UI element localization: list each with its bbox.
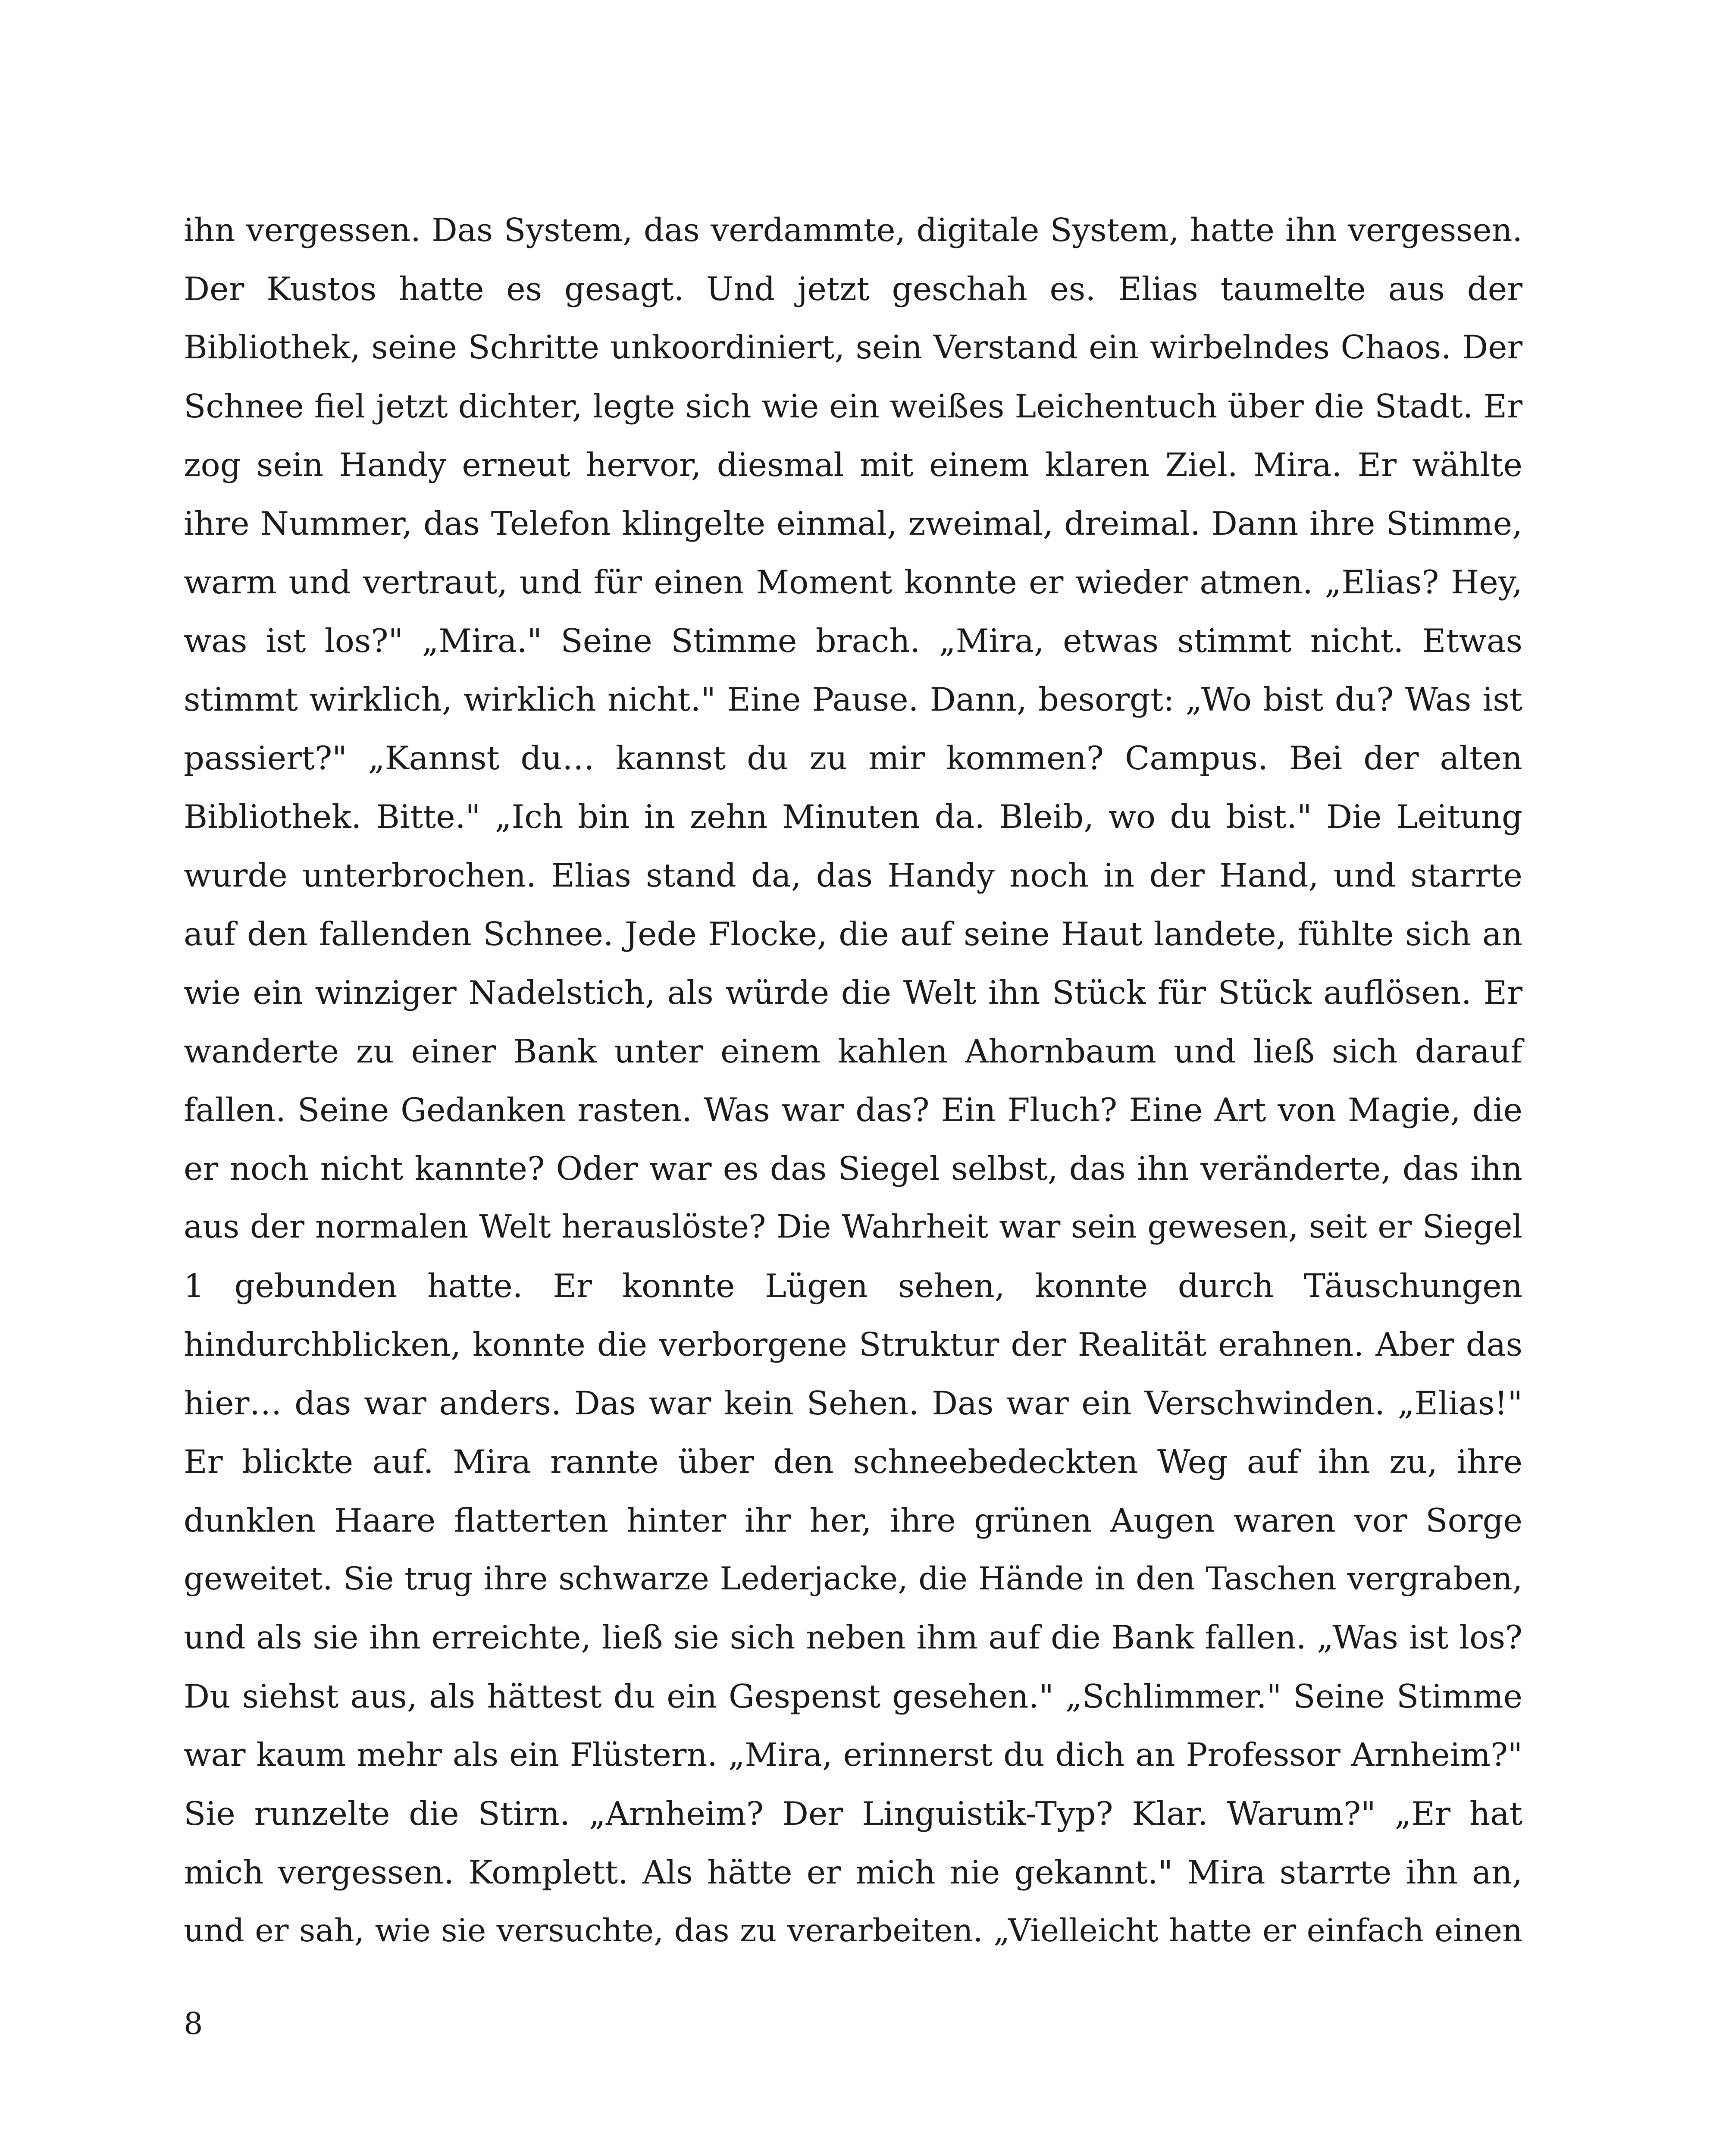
text-line-13: auf den fallenden Schnee. Jede Flocke, die auf seine Haut landete, fühlte sich an	[184, 915, 1522, 953]
text-line-6: ihre Nummer, das Telefon klingelte einmal, zweimal, dreimal. Dann ihre Stimme,	[184, 505, 1522, 542]
text-line-20: hindurchblicken, konnte die verborgene Struktur der Realität erahnen. Aber das	[184, 1326, 1522, 1363]
text-line-15: wanderte zu einer Bank unter einem kahlen Ahornbaum und ließ sich darauf	[184, 1032, 1522, 1070]
text-line-4: Schnee fiel jetzt dichter, legte sich wie ein weißes Leichentuch über die Stadt. Er	[184, 387, 1522, 425]
text-line-1: ihn vergessen. Das System, das verdammte, digitale System, hatte ihn vergessen.	[184, 211, 1522, 249]
text-line-7: warm und vertraut, und für einen Moment konnte er wieder atmen. „Elias? Hey,	[184, 563, 1522, 601]
text-line-3: Bibliothek, seine Schritte unkoordiniert, sein Verstand ein wirbelndes Chaos. Der	[184, 329, 1522, 366]
text-line-21: hier… das war anders. Das war kein Sehen. Das war ein Verschwinden. „Elias!"	[184, 1384, 1522, 1422]
text-line-22: Er blickte auf. Mira rannte über den schneebedeckten Weg auf ihn zu, ihre	[184, 1443, 1522, 1481]
text-line-16: fallen. Seine Gedanken rasten. Was war das? Ein Fluch? Eine Art von Magie, die	[184, 1091, 1522, 1129]
text-line-24: geweitet. Sie trug ihre schwarze Lederjacke, die Hände in den Taschen vergraben,	[184, 1561, 1522, 1597]
text-line-17: er noch nicht kannte? Oder war es das Siegel selbst, das ihn veränderte, das ihn	[184, 1150, 1522, 1188]
text-line-5: zog sein Handy erneut hervor, diesmal mit einem klaren Ziel. Mira. Er wählte	[184, 446, 1522, 484]
text-line-27: war kaum mehr als ein Flüstern. „Mira, erinnerst du dich an Professor Arnheim?"	[184, 1736, 1522, 1774]
text-line-26: Du siehst aus, als hättest du ein Gespenst gesehen." „Schlimmer." Seine Stimme	[184, 1677, 1522, 1715]
text-line-8: was ist los?" „Mira." Seine Stimme brach. „Mira, etwas stimmt nicht. Etwas	[184, 622, 1522, 660]
body-text	[184, 201, 1522, 1960]
text-line-10: passiert?" „Kannst du… kannst du zu mir kommen? Campus. Bei der alten	[184, 739, 1522, 777]
text-line-2: Der Kustos hatte es gesagt. Und jetzt geschah es. Elias taumelte aus der	[184, 270, 1522, 308]
text-line-19: 1 gebunden hatte. Er konnte Lügen sehen, konnte durch Täuschungen	[184, 1267, 1522, 1305]
page-number: 8	[184, 2006, 203, 2041]
text-line-9: stimmt wirklich, wirklich nicht." Eine Pause. Dann, besorgt: „Wo bist du? Was ist	[184, 680, 1522, 718]
text-line-23: dunklen Haare flatterten hinter ihr her, ihre grünen Augen waren vor Sorge	[184, 1501, 1522, 1539]
text-line-28: Sie runzelte die Stirn. „Arnheim? Der Linguistik-Typ? Klar. Warum?" „Er hat	[184, 1795, 1522, 1833]
text-line-29: mich vergessen. Komplett. Als hätte er mich nie gekannt." Mira starrte ihn an,	[184, 1853, 1522, 1891]
text-line-12: wurde unterbrochen. Elias stand da, das Handy noch in der Hand, und starrte	[184, 856, 1522, 894]
text-line-30: und er sah, wie sie versuchte, das zu verarbeiten. „Vielleicht hatte er einfach einen	[184, 1912, 1522, 1949]
text-line-14: wie ein winziger Nadelstich, als würde die Welt ihn Stück für Stück auflösen. Er	[184, 974, 1522, 1012]
text-line-11: Bibliothek. Bitte." „Ich bin in zehn Minuten da. Bleib, wo du bist." Die Leitung	[184, 798, 1522, 836]
text-line-18: aus der normalen Welt herauslöste? Die Wahrheit war sein gewesen, seit er Siegel	[184, 1209, 1522, 1245]
text-line-25: und als sie ihn erreichte, ließ sie sich neben ihm auf die Bank fallen. „Was ist los?	[184, 1619, 1522, 1656]
